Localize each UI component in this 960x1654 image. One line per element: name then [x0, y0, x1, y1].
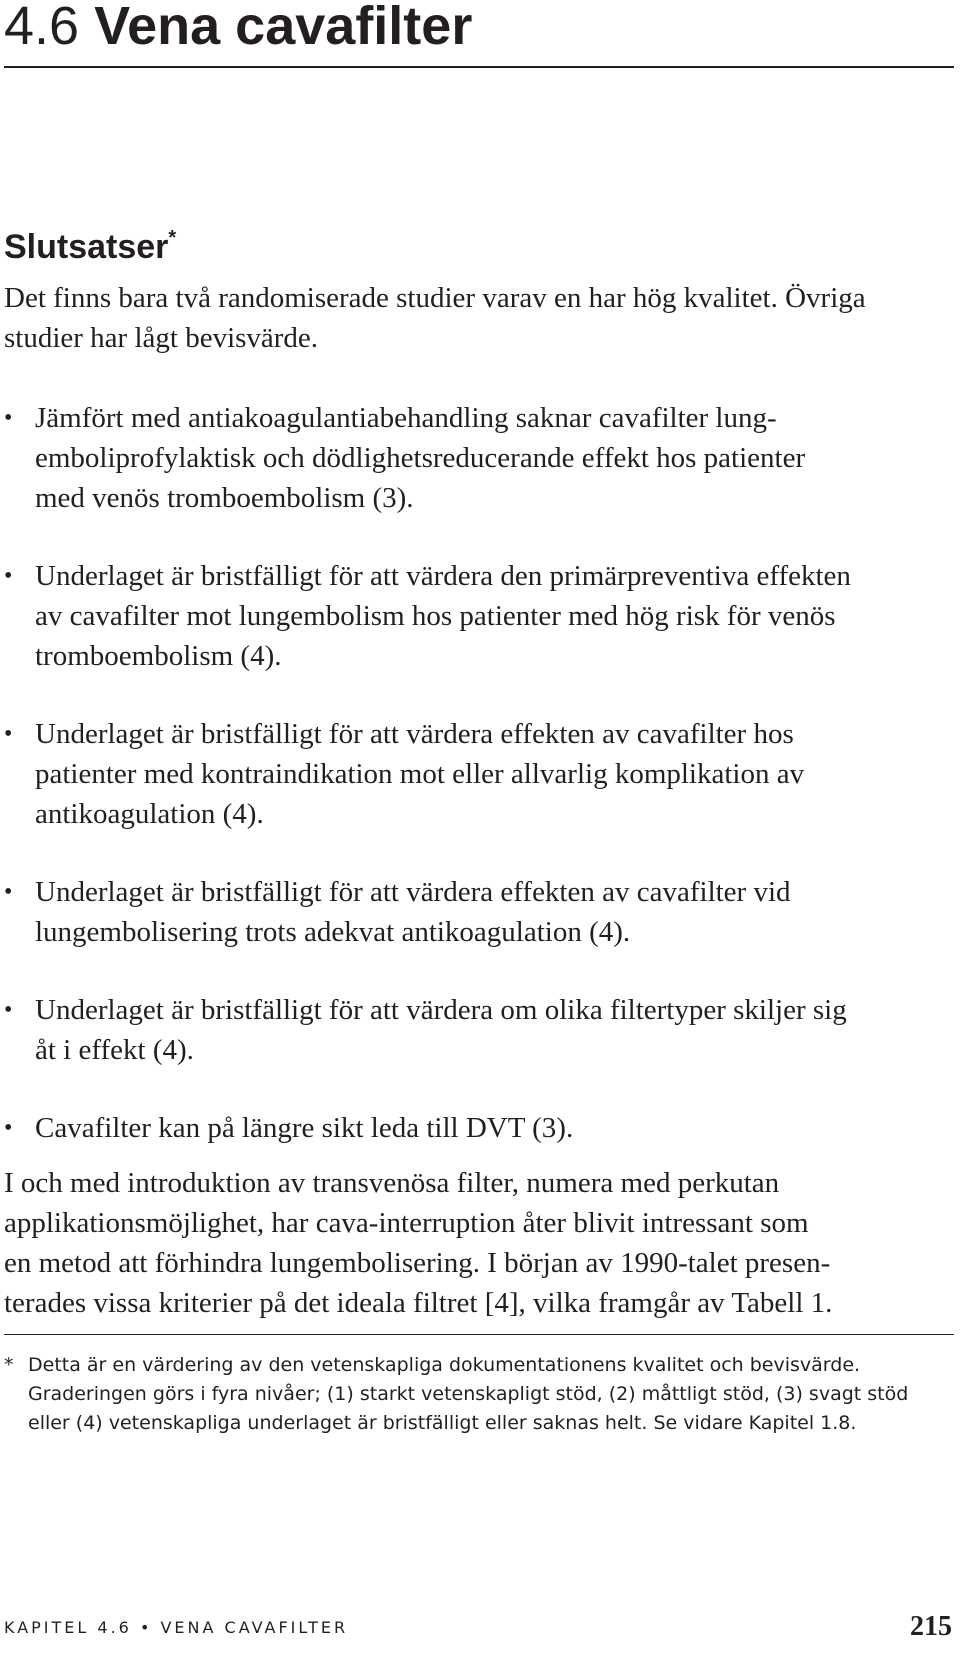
conclusions-list [4, 398, 954, 1186]
list-item [4, 1108, 954, 1148]
bullet-icon: • [4, 1115, 13, 1141]
title-divider [4, 66, 954, 68]
bullet-icon: • [4, 721, 13, 747]
footnote-marker: * [4, 1354, 14, 1376]
list-item-text: Jämfört med antiakoagulantiabehandling saknar cavafilter lung- emboliprofylaktisk och dödlighetsreducerande effekt hos patienter med venös tromboembolism (3). [35, 402, 806, 514]
footnote-reference: * [168, 227, 177, 249]
footnote [4, 1351, 954, 1438]
intro-paragraph: Det finns bara två randomiserade studier varav en har hög kvalitet. Övriga studier har lågt bevisvärde. [4, 282, 866, 354]
section-heading-text: Slutsatser [4, 228, 169, 266]
list-item [4, 714, 954, 834]
list-item-text: Underlaget är bristfälligt för att värdera effekten av cavafilter vid lungembolisering trots adekvat antikoagulation (4). [35, 876, 791, 948]
closing-paragraph: I och med introduktion av transvenösa filter, numera med perkutan applikationsmöjlighet, har cava-interruption åter blivit intressant som en metod att förhindra lungembolisering. I början av 1990-talet presen- terades vissa kriterier på det ideala filtret [4], vilka framgår av Tabell 1. [4, 1167, 833, 1319]
list-item-text: Underlaget är bristfälligt för att värdera effekten av cavafilter hos patienter med kontraindikation mot eller allvarlig komplikation av antikoagulation (4). [35, 718, 805, 830]
list-item [4, 990, 954, 1070]
bullet-icon: • [4, 405, 13, 431]
chapter-number: 4.6 [4, 0, 80, 56]
chapter-title [4, 0, 472, 58]
list-item [4, 398, 954, 518]
page-number: 215 [910, 1611, 952, 1642]
footnote-divider [4, 1334, 954, 1335]
footnote-text: Detta är en värdering av den vetenskapliga dokumentationens kvalitet och bevisvärde. Graderingen görs i fyra nivåer; (1) starkt vetenskapligt stöd, (2) måttligt stöd, (3) svagt stöd eller (4) vetenskapliga underlaget är bristfälligt eller saknas helt. Se vidare Kapitel 1.8. [28, 1354, 909, 1434]
running-head: KAPITEL 4.6 • VENA CAVAFILTER [4, 1618, 349, 1637]
bullet-icon: • [4, 563, 13, 589]
list-item [4, 556, 954, 676]
list-item-text: Cavafilter kan på längre sikt leda till DVT (3). [35, 1112, 574, 1144]
section-heading [4, 216, 176, 269]
bullet-icon: • [4, 879, 13, 905]
chapter-name: Vena cavafilter [94, 0, 473, 56]
list-item-text: Underlaget är bristfälligt för att värdera den primärpreventiva effekten av cavafilter mot lungembolism hos patienter med hög risk för venös tromboembolism (4). [35, 560, 851, 672]
list-item [4, 872, 954, 952]
list-item-text: Underlaget är bristfälligt för att värdera om olika filtertyper skiljer sig åt i effekt (4). [35, 994, 847, 1066]
bullet-icon: • [4, 997, 13, 1023]
